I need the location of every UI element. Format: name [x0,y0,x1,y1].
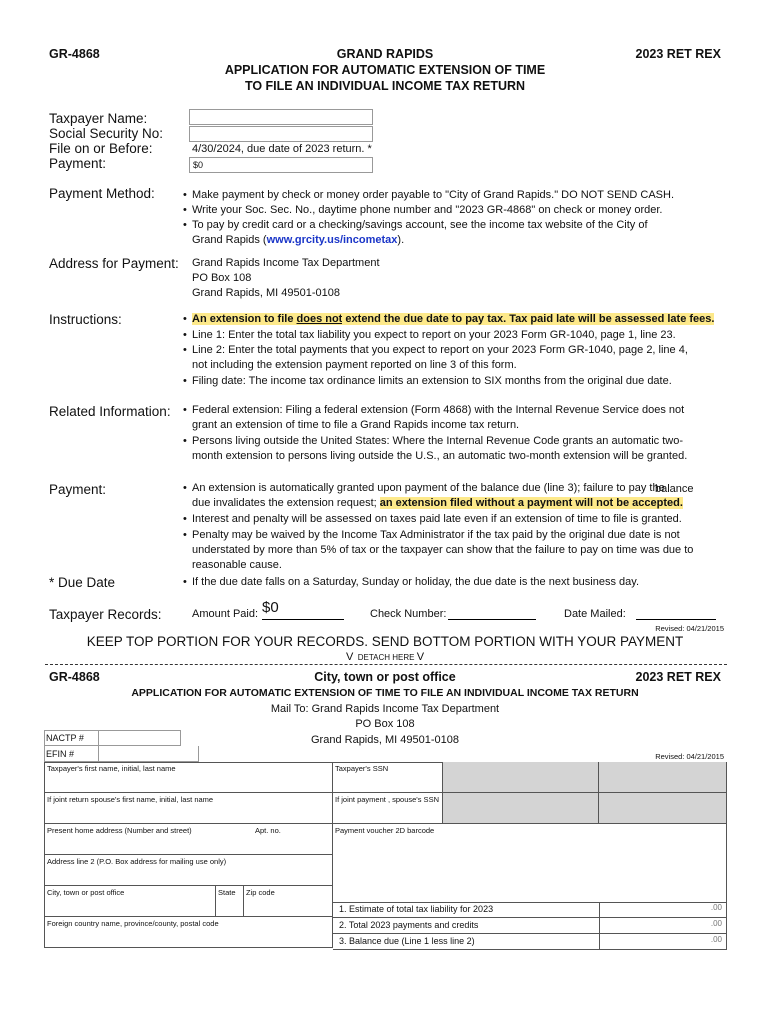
detach-text: DETACH HERE [357,653,415,662]
instr-b1-c: extend the due date to pay tax. Tax paid late will be assessed late fees. [342,313,715,325]
date-mailed-field[interactable] [636,606,716,620]
spouse-gray-box-1 [443,793,599,824]
taxpayer-ssn-field[interactable]: Taxpayer's SSN [333,762,443,793]
form-id: GR-4868 [49,47,100,61]
payment-bullet-2: • Interest and penalty will be assessed on taxes paid late even if an extension of time to file is granted. [192,512,682,527]
line3-row: 3. Balance due (Line 1 less line 2) [333,934,727,950]
apt-field[interactable]: Apt. no. [253,824,333,855]
instr-bullet-3-cont: not including the extension payment reported on line 3 of this form. [192,359,517,371]
payment-label: Payment: [49,156,107,171]
payment-bullet-3: • Penalty may be waived by the Income Tax Administrator if the tax paid by the original due date is not [192,528,680,543]
instr-bullet-1 [192,312,714,327]
related-bullet-2: • Persons living outside the United States: Where the Internal Revenue Code grants an automatic two- [192,434,683,449]
instructions-label: Instructions: [49,312,122,327]
voucher-city: City, town or post office [314,670,456,684]
related-label: Related Information: [49,404,171,419]
spouse-name-field[interactable]: If joint return spouse's first name, initial, last name [44,793,333,824]
payment-input[interactable]: $0 [189,157,373,173]
address-label: Address for Payment: [49,256,179,271]
address-line2: PO Box 108 [192,272,252,284]
payment-b1-highlight: an extension filed without a payment will not be accepted. [379,497,683,509]
method-bullet-1: • Make payment by check or money order payable to "City of Grand Rapids." DO NOT SEND CASH. [192,188,674,203]
barcode-area: Payment voucher 2D barcode [333,824,727,902]
line2-row: 2. Total 2023 payments and credits [333,918,727,934]
city-field[interactable]: City, town or post office [44,886,216,917]
payment-info-label: Payment: [49,482,107,497]
taxpayer-name-label: Taxpayer Name: [49,111,148,126]
method-link-prefix: Grand Rapids ( [192,234,267,246]
payment-bullet-1: • An extension is automatically granted upon payment of the balance due (line 3); failure to pay the [192,481,665,496]
detach-arrow-right: V [416,651,425,663]
payment-bullet-1-end: balance [655,483,694,495]
nactp-input[interactable] [100,731,180,745]
file-before-value: 4/30/2024, due date of 2023 return. * [192,143,372,155]
related-bullet-1: • Federal extension: Filing a federal extension (Form 4868) with the Internal Revenue Service does not [192,403,684,418]
payment-bullet-3-cont: understated by more than 5% of tax or the taxpayer can show that the failure to pay on time was due to [192,544,694,556]
records-label: Taxpayer Records: [49,607,162,622]
foreign-field[interactable]: Foreign country name, province/county, postal code [44,917,333,948]
voucher-form-id: GR-4868 [49,670,100,684]
voucher-code: 2023 RET REX [635,670,721,684]
check-number-field[interactable] [448,606,536,620]
amount-paid-value: $0 [262,599,279,616]
spouse-ssn-field[interactable]: If joint payment , spouse's SSN [333,793,443,824]
ssn-input[interactable] [189,126,373,142]
due-bullet-1: • If the due date falls on a Saturday, Sunday or holiday, the due date is the next business day. [192,575,639,590]
payment-bullet-1-cont [192,496,683,511]
taxpayer-name-input[interactable] [189,109,373,125]
date-mailed-label: Date Mailed: [564,608,626,620]
first-name-field[interactable]: Taxpayer's first name, initial, last name [44,762,333,793]
instr-b1-b: does not [296,313,343,325]
due-date-label: * Due Date [49,575,116,590]
line2-amount[interactable]: .00 [710,919,722,928]
address-line3: Grand Rapids, MI 49501-0108 [192,287,340,299]
instr-b1-a: An extension to file [192,313,297,325]
instr-bullet-2: • Line 1: Enter the total tax liability you expect to report on your 2023 Form GR-1040, page 1, line 23. [192,328,676,343]
efin-label: EFIN # [44,746,99,762]
file-before-label: File on or Before: [49,141,153,156]
line1-amount[interactable]: .00 [710,903,722,912]
form-title-line1: APPLICATION FOR AUTOMATIC EXTENSION OF TIME [224,63,546,77]
amount-col-divider [599,902,600,950]
address-line1: Grand Rapids Income Tax Department [192,257,380,269]
mail-city: Grand Rapids, MI 49501-0108 [311,734,459,746]
payment-method-label: Payment Method: [49,186,155,201]
payment-bullet-3-cont2: reasonable cause. [192,559,282,571]
revised-bottom: Revised: 04/21/2015 [655,752,724,761]
nactp-label: NACTP # [44,730,99,746]
detach-arrow-left: V [345,651,354,663]
ssn-gray-box-1 [443,762,599,793]
method-link-suffix: ). [397,234,405,246]
method-bullet-2: • Write your Soc. Sec. No., daytime phone number and "2023 GR-4868" on check or money order. [192,203,662,218]
home-address-field[interactable]: Present home address (Number and street) [44,824,253,855]
efin-input[interactable] [100,747,198,761]
instr-bullet-3: • Line 2: Enter the total payments that you expect to report on your 2023 Form GR-1040, page 2, line 4, [192,343,688,358]
form-title-line2: TO FILE AN INDIVIDUAL INCOME TAX RETURN [244,79,526,93]
keep-instruction: KEEP TOP PORTION FOR YOUR RECORDS. SEND BOTTOM PORTION WITH YOUR PAYMENT [86,634,684,649]
mail-to: Mail To: Grand Rapids Income Tax Department [270,703,500,715]
mail-po: PO Box 108 [355,718,415,730]
state-field[interactable]: State [216,886,244,917]
spouse-gray-box-2 [599,793,727,824]
voucher-title: APPLICATION FOR AUTOMATIC EXTENSION OF TIME TO FILE AN INDIVIDUAL INCOME TAX RETURN [131,687,639,699]
instr-bullet-4: • Filing date: The income tax ordinance limits an extension to SIX months from the original due date. [192,374,672,389]
website-link[interactable]: www.grcity.us/incometax [266,234,398,246]
line1-row: 1. Estimate of total tax liability for 2023 [333,902,727,918]
detach-label [0,651,770,663]
line3-amount[interactable]: .00 [710,935,722,944]
ssn-gray-box-2 [599,762,727,793]
revised-top: Revised: 04/21/2015 [655,624,724,633]
payment-b1-pre: due invalidates the extension request; [192,497,380,509]
ssn-label: Social Security No: [49,126,164,141]
detach-line [45,664,727,665]
city-title: GRAND RAPIDS [336,47,434,61]
related-bullet-2-cont: month extension to persons living outside the U.S., an automatic two-month extension will be granted. [192,450,688,462]
check-number-label: Check Number: [370,608,447,620]
related-bullet-1-cont: grant an extension of time to file a Grand Rapids income tax return. [192,419,520,431]
address2-field[interactable]: Address line 2 (P.O. Box address for mailing use only) [44,855,333,886]
form-code: 2023 RET REX [635,47,721,61]
amount-paid-field[interactable] [262,599,344,620]
method-bullet-3-cont [192,233,404,248]
zip-field[interactable]: Zip code [244,886,333,917]
method-bullet-3: • To pay by credit card or a checking/savings account, see the income tax website of the City of [192,218,648,233]
amount-paid-label: Amount Paid: [192,608,259,620]
